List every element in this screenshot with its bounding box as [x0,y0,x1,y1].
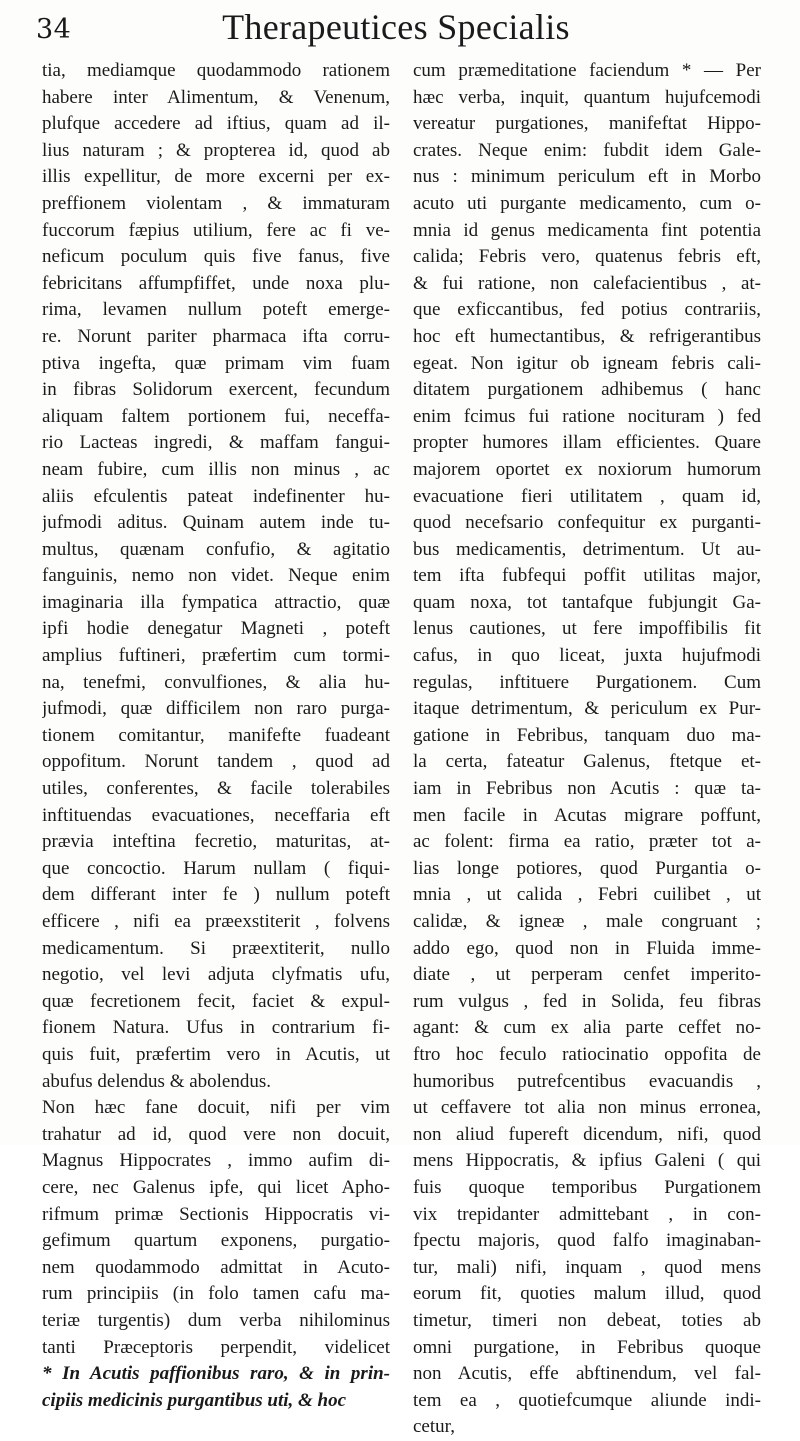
text-line: neficum poculum quis five fanus, five [42,246,390,268]
text-line: quæ fecretionem fecit, faciet & expul- [42,990,390,1012]
text-line: na, tenefmi, convulfiones, & alia hu- [42,671,390,693]
text-line: nus : minimum periculum eft in Morbo [413,166,761,188]
text-line: lius naturam ; & propterea id, quod ab [42,139,390,161]
text-line: efficere , nifi ea præexstiterit , folvens [42,911,390,932]
text-line: iam in Febribus non Acutis : quæ ta- [413,778,761,800]
text-line: cere, nec Galenus ipfe, qui licet Apho- [42,1176,390,1198]
text-line: multus, quænam confufio, & agitatio [42,538,390,560]
text-line: non aliud fupereft dicendum, nifi, quod [413,1123,761,1145]
text-line: prævia inteftina fecretio, maturitas, at- [42,831,390,853]
text-line: utiles, conferentes, & facile tolerabiles [42,778,390,800]
text-line: diate , ut perperam cenfet imperito- [413,964,761,986]
text-line: illis expellitur, de more excerni per ex- [42,166,390,188]
text-line: mnia , ut calida , Febri cuilibet , ut [413,884,761,906]
text-line: gefimum quartum exponens, purgatio- [42,1230,390,1252]
text-line: fanguinis, nemo non videt. Neque enim [42,565,390,587]
text-line: medicamentum. Si præextiterit, nullo [42,937,390,959]
text-line: gatione in Febribus, tanquam duo ma- [413,724,761,746]
text-line: fuccorum fæpius utilium, fere ac fi ve- [42,219,390,241]
text-line: itaque detrimentum, & periculum ex Pur- [413,698,761,720]
text-line: tionem comitantur, manifefte fuadeant [42,724,390,746]
text-line: rio Lacteas ingredi, & maffam fangui- [42,432,390,454]
text-line: propter humores illam efficientes. Quare [413,432,761,454]
right-column [413,58,761,1441]
text-line: & fui ratione, non calefacientibus , at- [413,272,761,294]
text-line: febricitans affumpfiffet, unde noxa plu- [42,272,390,294]
text-line: fionem Natura. Ufus in contrarium fi- [42,1017,390,1039]
text-line: vereatur purgationes, manifeftat Hippo- [413,113,761,135]
text-line: ptiva ingefta, quæ primam vim fuam [42,352,390,374]
text-line: cetur, [413,1416,455,1438]
text-line: abufus delendus & abolendus. [42,1070,272,1092]
text-line: hæc verba, inquit, quantum hujufcemodi [413,86,761,108]
text-line: majorem oportet ex noxiorum humorum [413,458,761,480]
text-line: men facile in Acutas migrare poffunt, [413,804,761,826]
text-line: teriæ turgentis) dum verba nihilominus [42,1309,390,1331]
text-line: la certa, fateatur Galenus, ftetque et- [413,751,761,773]
text-line: agant: & cum ex alia parte ceffet no- [413,1017,761,1039]
text-line: que exficcantibus, fed potius contrariis, [413,299,761,321]
text-line: habere inter Alimentum, & Venenum, [42,86,390,108]
text-line: eorum fit, quoties malum illud, quod [413,1283,761,1305]
text-line: amplius fuftineri, præfertim cum tormi- [42,645,390,667]
text-line: humoribus putrefcentibus evacuandis , [413,1070,761,1092]
text-line: evacuatione fieri utilitatem , quam id, [413,485,761,507]
text-line: mens Hippocratis, & ipfius Galeni ( qui [413,1150,761,1172]
text-line: rima, levamen nullum poteft emerge- [42,299,390,321]
text-line: quam noxa, tot tantafque fubjungit Ga- [413,591,761,613]
text-line: inftituendas evacuationes, neceffaria eft [42,804,390,826]
text-line: mnia id genus medicamenta fint potentia [413,219,761,241]
text-line: addo ego, quod non in Fluida imme- [413,937,761,959]
text-line: rum principiis (in folo tamen cafu ma- [42,1283,390,1305]
text-line: crates. Neque enim: fubdit idem Gale- [413,139,761,161]
text-line: calida; Febris vero, quatenus febris eft, [413,246,761,268]
text-line: dem differant inter fe ) nullum poteft [42,884,390,906]
text-line: hoc eft humectantibus, & refrigerantibus [413,325,761,347]
running-title: Therapeutices Specialis [222,7,570,47]
text-line: jufmodi, quæ difficilem non raro purga- [42,698,390,720]
text-line: vix trepidanter admittebant , in con- [413,1203,761,1225]
text-line: nem quodammodo admittat in Acuto- [42,1256,390,1278]
text-line: aliis efculentis pateat indefinenter hu- [42,485,390,507]
text-line: bus medicamentis, detrimentum. Ut au- [413,538,761,560]
left-column [42,58,390,1414]
text-line: tem ea , quotiefcumque aliunde indi- [413,1389,761,1411]
text-line: Non hæc fane docuit, nifi per vim [42,1097,390,1119]
text-line: ac folent: firma ea ratio, præter tot a- [413,831,761,853]
text-line: tia, mediamque quodammodo rationem [42,60,390,81]
text-line: plufque accedere ad iftius, quam ad il- [42,113,390,135]
text-line: tem ifta fubfequi poffit utilitas major, [413,565,761,587]
text-line: que concoctio. Harum nullam ( fiqui- [42,857,390,879]
text-line: imaginaria illa fympatica attractio, quæ [42,591,390,613]
text-line: timetur, timeri non debeat, toties ab [413,1309,761,1331]
text-line: ditatem purgationem adhibemus ( hanc [413,379,761,401]
text-line: regulas, inftituere Purgationem. Cum [413,671,761,693]
text-line: tanti Præceptoris perpendit, videlicet [42,1336,390,1358]
text-line: ftro hoc feculo ratiocinatio oppofita de [413,1043,761,1065]
text-line: rifmum primæ Sectionis Hippocratis vi- [42,1203,390,1225]
text-line: omni purgatione, in Febribus quoque [413,1336,761,1358]
page-header [36,6,756,54]
text-line: Magnus Hippocrates , immo aufim di- [42,1150,390,1172]
text-line: preffionem violentam , & immaturam [42,192,390,214]
text-line: tur, mali) nifi, inquam , quod mens [413,1256,761,1278]
text-line: neam fubire, cum illis non minus , ac [42,458,390,480]
text-line: in fibras Solidorum exercent, fecundum [42,379,390,401]
text-line: aliquam faltem portionem fui, neceffa- [42,405,390,427]
text-line: acuto uti purgante medicamento, cum o- [413,192,761,214]
text-line: jufmodi aditus. Quinam autem inde tu- [42,512,390,534]
text-line: egeat. Non igitur ob igneam febris cali- [413,352,761,374]
text-line: oppofitum. Norunt tandem , quod ad [42,751,390,773]
text-line: enim fcimus fui ratione nocituram ) fed [413,405,761,427]
text-line: calidæ, & igneæ , male congruant ; [413,911,761,932]
text-line: trahatur ad id, quod vere non docuit, [42,1123,390,1145]
text-line: lias longe potiores, quod Purgantia o- [413,857,761,879]
text-line: cafus, in quo liceat, juxta hujufmodi [413,645,761,667]
text-line: cum præmeditatione faciendum * — Per [413,60,761,81]
text-line: quod necefsario confequitur ex purganti- [413,512,761,534]
text-line: * In Acutis paffionibus raro, & in prin- [42,1363,390,1385]
text-line: ipfi hodie denegatur Magneti , poteft [42,618,390,640]
text-line: lenus cautiones, ut fere impoffibilis fit [413,618,761,640]
text-columns [42,58,761,1438]
text-line: non Acutis, effe abftinendum, vel fal- [413,1363,761,1385]
text-line: fuis quoque temporibus Purgationem [413,1176,761,1198]
page-number: 34 [36,14,72,45]
text-line: ut ceffavere tot alia non minus erronea, [413,1097,761,1119]
text-line: cipiis medicinis purgantibus uti, & hoc [42,1389,347,1411]
text-line: quis fuit, præfertim vero in Acutis, ut [42,1043,390,1065]
text-line: fpectu majoris, quod falfo imaginaban- [413,1230,761,1252]
text-line: re. Norunt pariter pharmaca ifta corru- [42,325,390,347]
text-line: negotio, vel levi adjuta clyfmatis ufu, [42,964,390,986]
text-line: rum vulgus , fed in Solida, feu fibras [413,990,761,1012]
